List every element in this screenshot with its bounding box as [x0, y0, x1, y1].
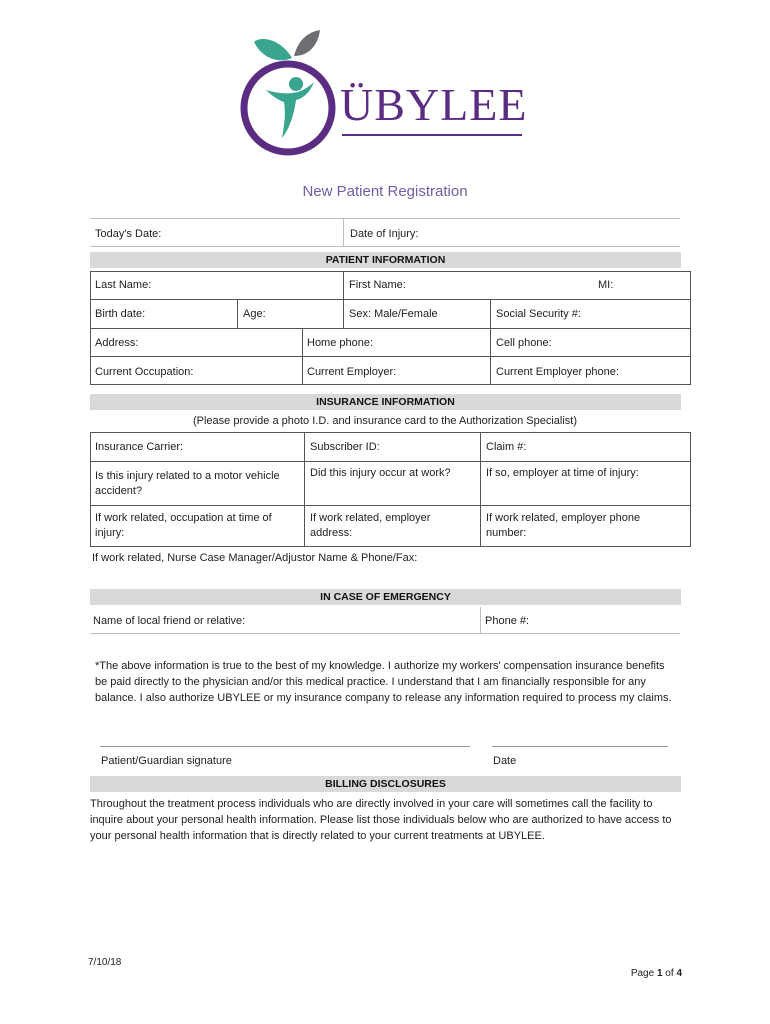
page-title: New Patient Registration	[302, 183, 468, 200]
col-divider	[237, 299, 238, 328]
at-work-field[interactable]: Did this injury occur at work?	[310, 467, 451, 479]
page-prefix: Page	[630, 968, 657, 979]
cell-phone-field[interactable]: Cell phone:	[496, 337, 552, 349]
authorization-statement: *The above information is true to the best of my knowledge. I authorize my workers' compensation insurance benefits be paid directly to the physician and/or this medical practice. I understand that I am financially responsible for any balance. I also authorize UBYLEE or my insurance company to release any information required to process my claims.	[95, 660, 672, 704]
signature-label: Patient/Guardian signature	[101, 755, 232, 767]
employer-address-field[interactable]: If work related, employer address:	[310, 512, 431, 539]
page-current: 1	[656, 968, 663, 979]
employer-at-injury-field[interactable]: If so, employer at time of injury:	[486, 467, 639, 479]
row-divider	[90, 299, 691, 300]
divider	[343, 218, 344, 246]
work-employer-phone-field[interactable]: If work related, employer phone number:	[486, 512, 641, 539]
signature-line[interactable]	[100, 746, 470, 747]
occupation-at-injury-field[interactable]: If work related, occupation at time of injury:	[95, 512, 272, 539]
page-number	[600, 966, 682, 981]
page-of: of	[662, 968, 677, 979]
date-of-injury-field[interactable]: Date of Injury:	[350, 228, 419, 240]
insurance-note: (Please provide a photo I.D. and insurance card to the Authorization Specialist)	[192, 415, 577, 427]
col-divider	[343, 299, 344, 328]
page-total: 4	[676, 968, 682, 979]
home-phone-field[interactable]: Home phone:	[307, 337, 374, 349]
date-line[interactable]	[492, 746, 668, 747]
divider	[90, 633, 680, 634]
col-divider	[343, 271, 344, 299]
todays-date-field[interactable]: Today's Date:	[95, 228, 162, 240]
revision-date: 7/10/18	[88, 957, 122, 968]
sex-field[interactable]: Sex: Male/Female	[349, 308, 438, 320]
col-divider	[304, 432, 305, 547]
emergency-phone-field[interactable]: Phone #:	[485, 615, 530, 627]
brand-underline	[342, 134, 522, 136]
claim-field[interactable]: Claim #:	[486, 441, 527, 453]
age-field[interactable]: Age:	[243, 308, 266, 320]
insurance-carrier-field[interactable]: Insurance Carrier:	[95, 441, 184, 453]
employer-phone-field[interactable]: Current Employer phone:	[496, 366, 619, 378]
divider	[90, 218, 680, 219]
row-divider	[90, 328, 691, 329]
col-divider	[302, 328, 303, 385]
motor-vehicle-field[interactable]: Is this injury related to a motor vehicle accident?	[95, 470, 280, 497]
row-divider	[90, 461, 691, 462]
billing-disclosure-text: Throughout the treatment process individuals who are directly involved in your care will sometimes call the facility to inquire about your personal health information. Please list those individuals below who are authorized to have access to your personal health information that is directly related to your current treatments at UBYLEE.	[90, 798, 672, 842]
col-divider	[490, 299, 491, 385]
first-name-field[interactable]: First Name:	[349, 279, 406, 291]
section-heading-patient: PATIENT INFORMATION	[90, 252, 681, 268]
last-name-field[interactable]: Last Name:	[95, 279, 152, 291]
subscriber-id-field[interactable]: Subscriber ID:	[310, 441, 380, 453]
brand-name: ÜBYLEE	[340, 79, 528, 130]
address-field[interactable]: Address:	[95, 337, 139, 349]
col-divider	[480, 432, 481, 547]
ssn-field[interactable]: Social Security #:	[496, 308, 581, 320]
col-divider	[480, 607, 481, 633]
section-heading-billing: BILLING DISCLOSURES	[90, 776, 681, 792]
case-manager-field[interactable]: If work related, Nurse Case Manager/Adjustor Name & Phone/Fax:	[92, 552, 418, 564]
row-divider	[90, 505, 691, 506]
section-heading-insurance: INSURANCE INFORMATION	[90, 394, 681, 410]
row-divider	[90, 356, 691, 357]
apple-person-logo-icon	[240, 28, 340, 156]
employer-field[interactable]: Current Employer:	[307, 366, 397, 378]
occupation-field[interactable]: Current Occupation:	[95, 366, 194, 378]
mi-field[interactable]: MI:	[598, 279, 614, 291]
section-heading-emergency: IN CASE OF EMERGENCY	[90, 589, 681, 605]
divider	[90, 246, 680, 247]
birth-date-field[interactable]: Birth date:	[95, 308, 146, 320]
company-logo	[240, 28, 540, 156]
emergency-contact-name-field[interactable]: Name of local friend or relative:	[93, 615, 246, 627]
signature-date-label: Date	[493, 755, 517, 767]
